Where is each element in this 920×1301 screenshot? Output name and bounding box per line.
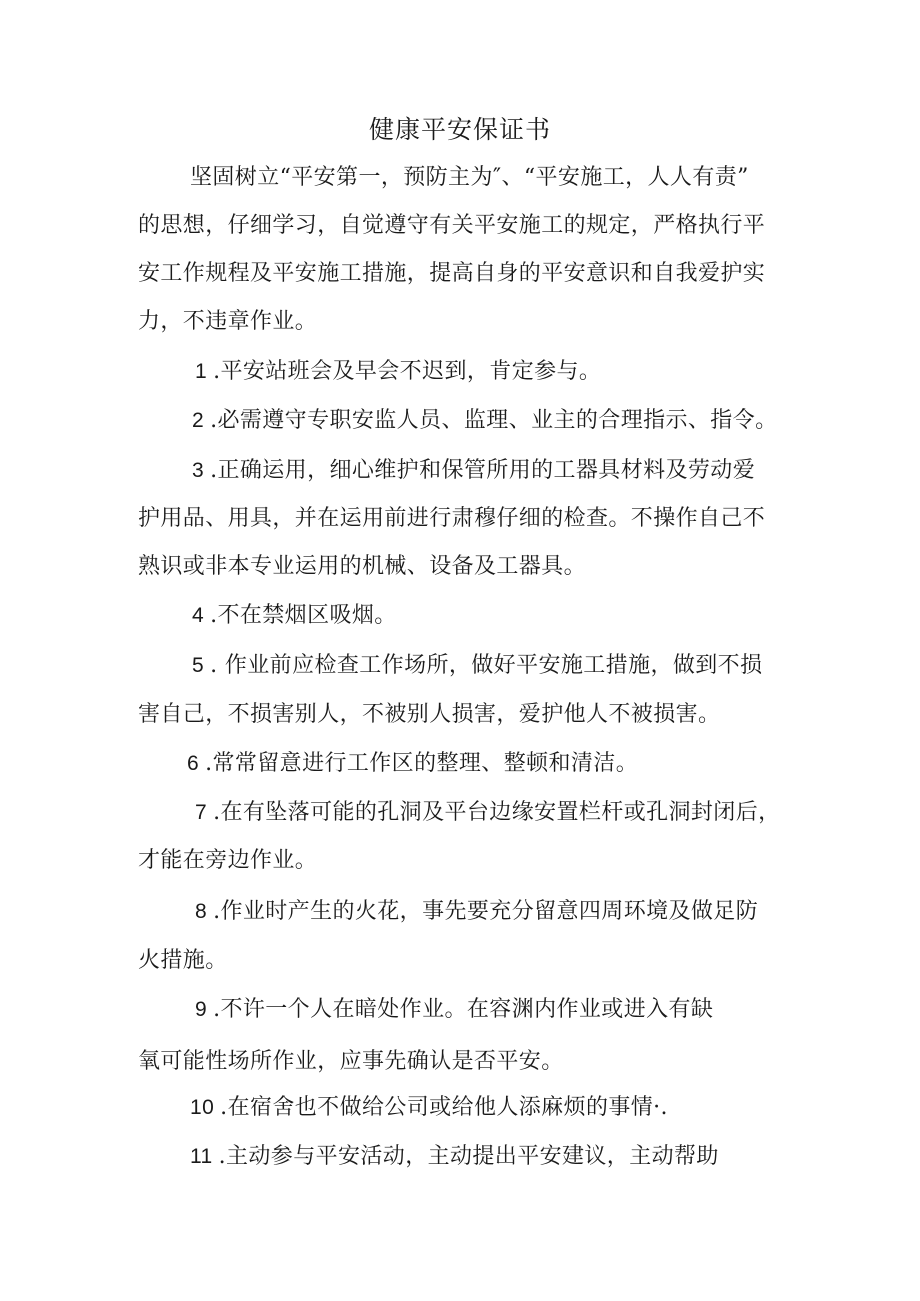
item-2 (192, 401, 778, 441)
item-8-text: .作业时产生的火花，事先要充分留意四周环境及做足防 (213, 899, 759, 924)
intro-line-1: 坚固树立“平安第一，预防主为″、“平安施工，人人有责” (190, 165, 749, 190)
item-11-number: 11 (190, 1145, 213, 1168)
item-1 (195, 352, 601, 392)
item-4-text: .不在禁烟区吸烟。 (210, 603, 397, 628)
item-3 (192, 451, 755, 491)
item-3-line-2: 护用品、用具，并在运用前进行肃穆仔细的检查。不操作自己不 (138, 506, 766, 531)
item-4-number: 4 (192, 604, 205, 627)
intro-line-3: 安工作规程及平安施工措施，提高自身的平安意识和自我爱护实 (138, 261, 766, 286)
item-8 (195, 892, 758, 932)
item-3-text: .正确运用，细心维护和保管所用的工器具材料及劳动爱 (210, 458, 756, 483)
item-8-number: 8 (195, 900, 208, 923)
item-6-number: 6 (187, 752, 200, 775)
item-3-number: 3 (192, 459, 205, 482)
item-5-number: 5 (192, 654, 205, 677)
item-5 (192, 646, 762, 686)
item-3-line-3: 熟识或非本专业运用的机械、设备及工器具。 (138, 554, 587, 579)
item-10 (190, 1088, 668, 1128)
item-9-line-2: 氧可能性场所作业，应事先确认是否平安。 (138, 1049, 564, 1074)
item-7 (195, 793, 781, 833)
item-1-text: .平安站班会及早会不迟到，肯定参与。 (213, 359, 602, 384)
item-8-line-2: 火措施。 (138, 948, 228, 973)
item-5-text: . 作业前应检查工作场所，做好平安施工措施，做到不损 (210, 653, 763, 678)
item-7-number: 7 (195, 801, 208, 824)
item-5-line-2: 害自己，不损害别人，不被别人损害，爱护他人不被损害。 (138, 702, 721, 727)
item-9-text: .不许一个人在暗处作业。在容渊内作业或进入有缺 (213, 997, 714, 1022)
intro-line-2: 的思想，仔细学习，自觉遵守有关平安施工的规定，严格执行平 (138, 213, 766, 238)
item-2-text: .必需遵守专职安监人员、监理、业主的合理指示、指令。 (210, 408, 778, 433)
item-9 (195, 990, 713, 1030)
item-7-line-2: 才能在旁边作业。 (138, 848, 318, 873)
document-title: 健康平安保证书 (368, 115, 551, 144)
item-6-text: .常常留意进行工作区的整理、整顿和清洁。 (205, 751, 639, 776)
item-9-number: 9 (195, 998, 208, 1021)
item-4 (192, 596, 397, 636)
item-1-number: 1 (195, 360, 208, 383)
item-2-number: 2 (192, 409, 205, 432)
item-7-text: .在有坠落可能的孔洞及平台边缘安置栏杆或孔洞封闭后， (213, 800, 781, 825)
intro-line-4: 力，不违章作业。 (138, 309, 318, 334)
item-6 (187, 744, 638, 784)
item-10-text: .在宿舍也不做给公司或给他人添麻烦的事情·. (220, 1095, 668, 1120)
item-11-text: .主动参与平安活动，主动提出平安建议，主动帮助 (218, 1144, 719, 1169)
item-10-number: 10 (190, 1096, 215, 1119)
item-11 (190, 1137, 719, 1177)
